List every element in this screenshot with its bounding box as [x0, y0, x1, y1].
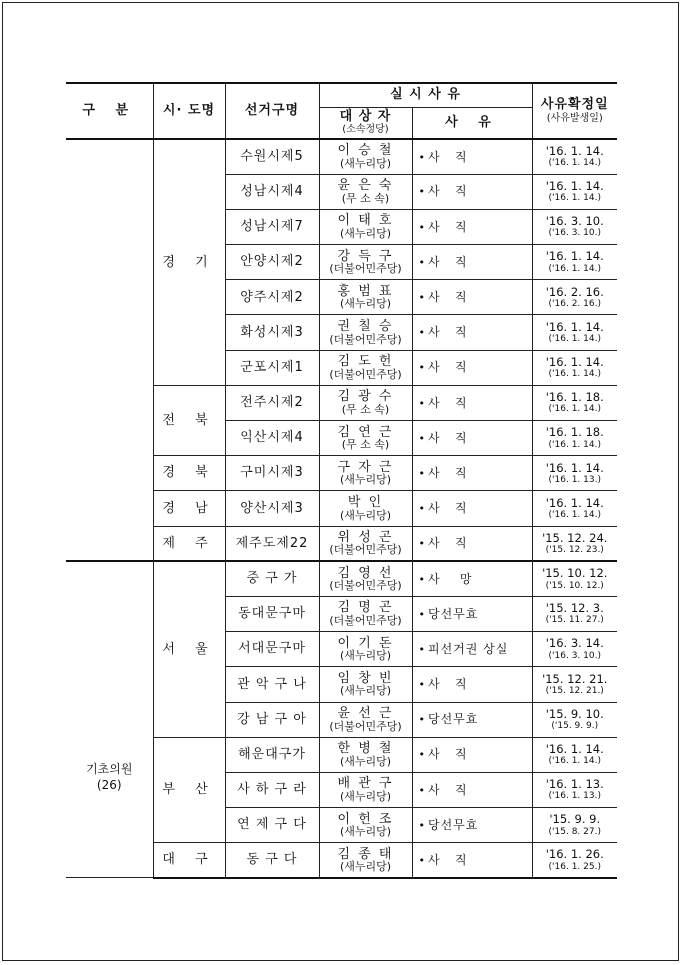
candidate-party: (무 소 속): [341, 402, 390, 416]
bullet-icon: •: [418, 220, 425, 234]
candidate-name: 권 칠 승: [337, 318, 394, 334]
occurrence-date: ('16. 1. 13.): [548, 791, 601, 802]
candidate-name: 김 도 헌: [337, 354, 394, 370]
category-cell: [66, 561, 153, 878]
candidate-party: (새누리당): [339, 649, 392, 663]
reason-text: 사 직: [428, 290, 468, 305]
district-cell: 익산시제4: [225, 421, 319, 456]
header-date: [532, 83, 617, 139]
reason-cell: [412, 280, 532, 315]
reason-text: 당선무효: [428, 817, 479, 832]
occurrence-date: ('16. 1. 14.): [548, 369, 601, 380]
district-cell: 성남시제7: [225, 209, 319, 244]
bullet-icon: •: [418, 607, 425, 621]
candidate-cell: [319, 772, 412, 807]
header-target-sub: (소속정당): [342, 124, 389, 136]
header-district: 선거구명: [225, 83, 319, 139]
candidate-cell: [319, 632, 412, 667]
candidate-cell: [319, 139, 412, 174]
candidate-cell: [319, 209, 412, 244]
confirm-date: '16. 1. 14.: [545, 495, 604, 510]
reason-cell: [412, 209, 532, 244]
bullet-icon: •: [418, 678, 425, 692]
district-cell: 동 구 다: [225, 843, 319, 878]
reason-cell: [412, 737, 532, 772]
occurrence-date: ('15. 12. 21.): [545, 685, 604, 696]
candidate-cell: [319, 808, 412, 843]
reason-text: 사 직: [428, 536, 468, 551]
candidate-cell: [319, 315, 412, 350]
date-cell: [532, 350, 617, 385]
candidate-party: (더불어민주당): [329, 719, 402, 733]
occurrence-date: ('16. 1. 14.): [548, 263, 601, 274]
confirm-date: '16. 1. 14.: [545, 460, 604, 475]
reason-text: 사 직: [428, 149, 468, 164]
confirm-date: '16. 1. 14.: [545, 319, 604, 334]
region-cell: 서 울: [153, 561, 225, 737]
reason-text: 사 직: [428, 184, 468, 199]
occurrence-date: ('16. 1. 14.): [548, 333, 601, 344]
reason-text: 당선무효: [428, 712, 479, 727]
occurrence-date: ('16. 1. 25.): [548, 861, 601, 872]
district-cell: 양주시제2: [225, 280, 319, 315]
candidate-name: 김 연 근: [337, 424, 394, 440]
candidate-party: (더불어민주당): [329, 543, 402, 557]
confirm-date: '16. 1. 14.: [545, 144, 604, 159]
occurrence-date: ('16. 3. 10.): [548, 228, 601, 239]
reason-text: 사 직: [428, 360, 468, 375]
candidate-name: 이 기 돈: [337, 635, 394, 651]
date-cell: [532, 139, 617, 174]
reason-cell: [412, 526, 532, 561]
candidate-name: 홍 범 표: [337, 283, 394, 299]
district-cell: 동대문구마: [225, 596, 319, 631]
date-cell: [532, 772, 617, 807]
candidate-party: (더불어민주당): [329, 262, 402, 276]
district-cell: 양산시제3: [225, 491, 319, 526]
occurrence-date: ('16. 3. 10.): [548, 650, 601, 661]
candidate-name: 김 종 태: [337, 846, 394, 862]
candidate-name: 김 광 수: [337, 389, 394, 405]
reason-cell: [412, 245, 532, 280]
district-cell: 전주시제2: [225, 385, 319, 420]
date-cell: [532, 596, 617, 631]
confirm-date: '15. 9. 9.: [549, 812, 601, 827]
candidate-name: 이 승 철: [337, 143, 394, 159]
candidate-party: (더불어민주당): [329, 614, 402, 628]
header-target-label: 대 상 자: [339, 108, 392, 124]
district-cell: 안양시제2: [225, 245, 319, 280]
candidate-cell: [319, 526, 412, 561]
occurrence-date: ('16. 1. 14.): [548, 509, 601, 520]
reason-cell: [412, 843, 532, 878]
candidate-cell: [319, 596, 412, 631]
reason-cell: [412, 561, 532, 596]
region-cell: 부 산: [153, 737, 225, 843]
candidate-cell: [319, 174, 412, 209]
district-cell: 관 악 구 나: [225, 667, 319, 702]
candidate-cell: [319, 456, 412, 491]
reason-text: 사 직: [428, 852, 468, 867]
region-cell: 제 주: [153, 526, 225, 561]
candidate-name: 배 관 구: [337, 776, 394, 792]
occurrence-date: ('16. 1. 13.): [548, 474, 601, 485]
candidate-cell: [319, 843, 412, 878]
occurrence-date: ('15. 11. 27.): [545, 615, 604, 626]
candidate-cell: [319, 245, 412, 280]
candidate-name: 구 자 근: [337, 459, 394, 475]
date-cell: [532, 280, 617, 315]
header-reason: 사 유: [412, 107, 532, 139]
header-target: [319, 107, 412, 139]
category-cell-blank: [66, 139, 153, 561]
bullet-icon: •: [418, 783, 425, 797]
table-row: [66, 561, 617, 596]
district-cell: 서대문구마: [225, 632, 319, 667]
candidate-party: (무 소 속): [341, 191, 390, 205]
bullet-icon: •: [418, 713, 425, 727]
candidate-cell: [319, 385, 412, 420]
candidate-name: 강 득 구: [337, 248, 394, 264]
reason-cell: [412, 139, 532, 174]
date-cell: [532, 491, 617, 526]
region-cell: 경 북: [153, 456, 225, 491]
candidate-party: (새누리당): [339, 684, 392, 698]
candidate-name: 이 태 호: [337, 213, 394, 229]
header-region: 시· 도명: [153, 83, 225, 139]
table-body: [66, 139, 617, 878]
reason-text: 사 직: [428, 325, 468, 340]
reason-cell: [412, 491, 532, 526]
date-cell: [532, 632, 617, 667]
reason-text: 사 직: [428, 395, 468, 410]
date-cell: [532, 667, 617, 702]
bullet-icon: •: [418, 255, 425, 269]
candidate-party: (새누리당): [339, 860, 392, 874]
date-cell: [532, 209, 617, 244]
candidate-name: 위 성 곤: [337, 529, 394, 545]
reason-cell: [412, 772, 532, 807]
bullet-icon: •: [418, 361, 425, 375]
bullet-icon: •: [418, 748, 425, 762]
by-election-table: [66, 82, 617, 879]
bullet-icon: •: [418, 537, 425, 551]
bullet-icon: •: [418, 291, 425, 305]
district-cell: 군포시제1: [225, 350, 319, 385]
candidate-cell: [319, 350, 412, 385]
district-cell: 연 제 구 다: [225, 808, 319, 843]
candidate-party: (무 소 속): [341, 438, 390, 452]
occurrence-date: ('16. 1. 14.): [548, 193, 601, 204]
date-cell: [532, 385, 617, 420]
date-cell: [532, 174, 617, 209]
bullet-icon: •: [418, 431, 425, 445]
reason-text: 사 직: [428, 782, 468, 797]
candidate-cell: [319, 702, 412, 737]
district-cell: 화성시제3: [225, 315, 319, 350]
confirm-date: '16. 3. 14.: [545, 636, 604, 651]
region-cell: 경 기: [153, 139, 225, 385]
reason-text: 사 직: [428, 747, 468, 762]
candidate-cell: [319, 421, 412, 456]
confirm-date: '16. 1. 18.: [545, 390, 604, 405]
candidate-party: (더불어민주당): [329, 332, 402, 346]
candidate-party: (새누리당): [339, 227, 392, 241]
candidate-name: 윤 은 숙: [337, 178, 394, 194]
candidate-party: (더불어민주당): [329, 367, 402, 381]
date-cell: [532, 421, 617, 456]
candidate-cell: [319, 561, 412, 596]
bullet-icon: •: [418, 642, 425, 656]
reason-cell: [412, 667, 532, 702]
date-cell: [532, 808, 617, 843]
candidate-party: (새누리당): [339, 297, 392, 311]
confirm-date: '15. 12. 21.: [542, 671, 608, 686]
reason-text: 사 직: [428, 219, 468, 234]
date-cell: [532, 526, 617, 561]
candidate-party: (새누리당): [339, 790, 392, 804]
region-cell: 전 북: [153, 385, 225, 455]
reason-text: 사 직: [428, 465, 468, 480]
date-cell: [532, 702, 617, 737]
reason-cell: [412, 808, 532, 843]
occurrence-date: ('15. 10. 12.): [545, 580, 604, 591]
header-category: 구 분: [66, 83, 153, 139]
category-count: (26): [96, 778, 122, 793]
occurrence-date: ('16. 1. 14.): [548, 158, 601, 169]
date-cell: [532, 456, 617, 491]
occurrence-date: ('16. 1. 14.): [548, 404, 601, 415]
candidate-name: 한 병 철: [337, 741, 394, 757]
candidate-cell: [319, 667, 412, 702]
header-date-sub: (사유발생일): [546, 112, 603, 124]
candidate-name: 윤 선 근: [337, 706, 394, 721]
date-cell: [532, 737, 617, 772]
reason-cell: [412, 421, 532, 456]
confirm-date: '16. 1. 14.: [545, 354, 604, 369]
district-cell: 중 구 가: [225, 561, 319, 596]
bullet-icon: •: [418, 326, 425, 340]
bullet-icon: •: [418, 502, 425, 516]
reason-text: 사 직: [428, 254, 468, 269]
candidate-party: (새누리당): [339, 473, 392, 487]
occurrence-date: ('16. 2. 16.): [548, 298, 601, 309]
candidate-name: 김 영 선: [337, 565, 394, 581]
date-cell: [532, 245, 617, 280]
confirm-date: '16. 1. 26.: [545, 847, 604, 862]
candidate-cell: [319, 491, 412, 526]
confirm-date: '16. 1. 14.: [545, 179, 604, 193]
confirm-date: '15. 12. 24.: [542, 530, 608, 545]
date-cell: [532, 561, 617, 596]
candidate-cell: [319, 737, 412, 772]
bullet-icon: •: [418, 185, 425, 199]
candidate-party: (새누리당): [339, 156, 392, 170]
date-cell: [532, 315, 617, 350]
bullet-icon: •: [418, 466, 425, 480]
table-row: [66, 139, 617, 174]
bullet-icon: •: [418, 150, 425, 164]
bullet-icon: •: [418, 396, 425, 410]
reason-text: 피선거권 상실: [428, 641, 509, 656]
reason-text: 사 망: [428, 571, 473, 586]
candidate-party: (더불어민주당): [329, 579, 402, 593]
occurrence-date: ('16. 1. 14.): [548, 439, 601, 450]
confirm-date: '15. 10. 12.: [542, 566, 608, 581]
category-label: 기초의원: [86, 762, 133, 777]
reason-cell: [412, 385, 532, 420]
bullet-icon: •: [418, 853, 425, 867]
candidate-party: (새누리당): [339, 754, 392, 768]
district-cell: 강 남 구 아: [225, 702, 319, 737]
confirm-date: '16. 1. 14.: [545, 249, 604, 264]
candidate-cell: [319, 280, 412, 315]
reason-cell: [412, 456, 532, 491]
candidate-name: 이 헌 조: [337, 811, 394, 827]
confirm-date: '15. 12. 3.: [545, 601, 604, 616]
confirm-date: '16. 1. 13.: [545, 777, 604, 792]
confirm-date: '16. 2. 16.: [545, 284, 604, 299]
candidate-name: 임 창 빈: [337, 670, 394, 686]
reason-text: 당선무효: [428, 606, 479, 621]
reason-text: 사 직: [428, 430, 468, 445]
reason-cell: [412, 350, 532, 385]
confirm-date: '16. 1. 14.: [545, 742, 604, 756]
district-cell: 사 하 구 라: [225, 772, 319, 807]
district-cell: 성남시제4: [225, 174, 319, 209]
candidate-name: 박 인: [347, 494, 384, 510]
bullet-icon: •: [418, 818, 425, 832]
district-cell: 제주도제22: [225, 526, 319, 561]
occurrence-date: ('15. 9. 9.): [551, 721, 599, 732]
occurrence-date: ('16. 1. 14.): [548, 756, 601, 767]
candidate-party: (새누리당): [339, 508, 392, 522]
header-cause-group: 실 시 사 유: [319, 83, 532, 107]
region-cell: 대 구: [153, 843, 225, 878]
candidate-party: (새누리당): [339, 825, 392, 839]
confirm-date: '16. 3. 10.: [545, 214, 604, 229]
date-cell: [532, 843, 617, 878]
reason-text: 사 직: [428, 677, 468, 692]
district-cell: 해운대구가: [225, 737, 319, 772]
reason-cell: [412, 702, 532, 737]
district-cell: 구미시제3: [225, 456, 319, 491]
confirm-date: '16. 1. 18.: [545, 425, 604, 440]
reason-text: 사 직: [428, 501, 468, 516]
header-date-label: 사유확정일: [540, 96, 609, 112]
candidate-name: 김 명 곤: [337, 600, 394, 616]
reason-cell: [412, 596, 532, 631]
occurrence-date: ('15. 8. 27.): [548, 826, 601, 837]
bullet-icon: •: [418, 572, 425, 586]
reason-cell: [412, 632, 532, 667]
confirm-date: '15. 9. 10.: [545, 706, 604, 721]
district-cell: 수원시제5: [225, 139, 319, 174]
occurrence-date: ('15. 12. 23.): [545, 544, 604, 555]
reason-cell: [412, 315, 532, 350]
reason-cell: [412, 174, 532, 209]
region-cell: 경 남: [153, 491, 225, 526]
